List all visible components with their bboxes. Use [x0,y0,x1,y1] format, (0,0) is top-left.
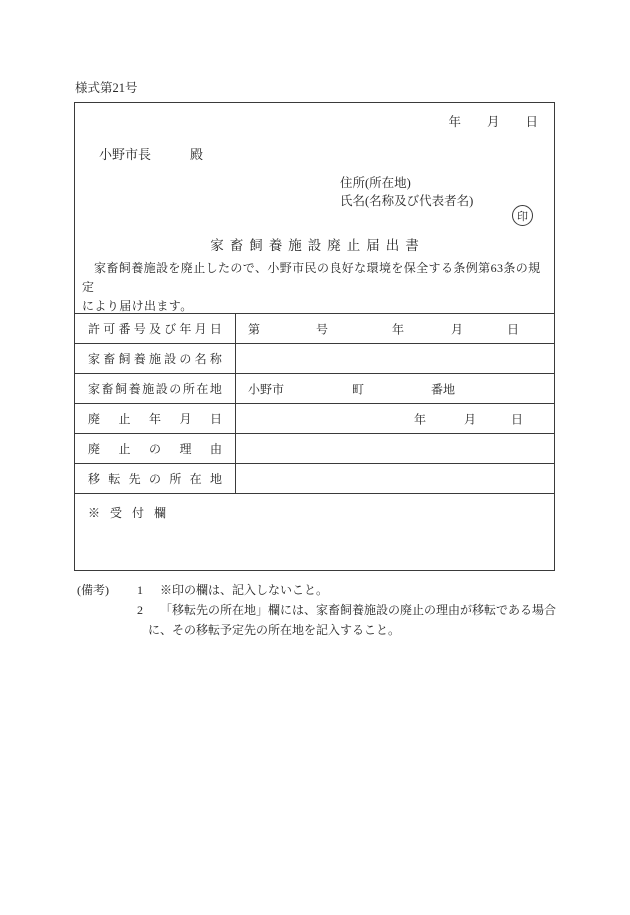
row-value-cell [236,404,554,433]
row-label-cell [75,314,236,343]
abolition-year-label: 年 [414,412,427,426]
addressee-name: 小野市長 [99,147,152,162]
location-lot-label: 番地 [431,382,456,396]
row-label: 許 可 番 号 及 び 年 月 日 [88,322,222,336]
row-label-cell [75,374,236,403]
body-line: により届け出ます。 [82,299,193,313]
table-row-reception [75,494,554,571]
addressee-honorific: 殿 [190,147,204,162]
remark-line: ※印の欄は、記入しないこと。 [160,583,329,597]
form-number: 様式第21号 [75,81,138,95]
abolition-day-label: 日 [511,412,524,426]
form-title: 家畜飼養施設廃止届出書 [210,238,425,253]
body-line: 家畜飼養施設を廃止したので、小野市民の良好な環境を保全する条例第63条の規定 [82,261,541,294]
permit-day-label: 日 [507,322,520,336]
table-row-relocation-address [75,464,554,494]
applicant-name-label: 氏名(名称及び代表者名) [340,193,474,208]
remark-line: 「移転先の所在地」欄には、家畜飼養施設の廃止の理由が移転である場合 [160,603,557,617]
submission-date-line [448,112,538,130]
remarks-heading: (備考) [77,583,109,597]
remark-number: 1 [137,583,143,597]
form-body-paragraph [82,259,548,316]
remarks-section [77,580,567,640]
table-row-abolition-date [75,404,554,434]
date-year-label: 年 [448,115,461,129]
row-value-cell [236,374,554,403]
form-border-box [74,102,555,571]
table-row-facility-name [75,344,554,374]
abolition-month-label: 月 [464,412,477,426]
remark-text [148,600,567,640]
row-value-cell [236,344,554,373]
date-month-label: 月 [486,115,500,129]
addressee-line [99,144,203,163]
row-value-cell [236,464,554,493]
row-label: 移 転 先 の 所 在 地 [88,472,222,486]
date-day-label: 日 [525,115,538,129]
permit-no-suffix: 号 [316,322,329,336]
row-label-cell [75,464,236,493]
location-city-label: 小野市 [248,382,285,396]
row-label: 廃 止 年 月 日 [88,412,222,426]
row-label-cell [75,344,236,373]
row-label: 家 畜 飼 養 施 設 の 名 称 [88,352,222,366]
remark-number: 2 [137,603,143,617]
applicant-address-label: 住所(所在地) [340,176,411,190]
table-row-permit-number [75,314,554,344]
permit-month-label: 月 [451,322,464,336]
row-label: 家 畜 飼 養 施 設 の 所 在 地 [88,382,222,396]
seal-icon: 印 [512,205,533,226]
row-label-cell [75,434,236,463]
row-value-cell [236,434,554,463]
remark-line: に、その移転予定先の所在地を記入すること。 [148,623,401,637]
table-row-abolition-reason [75,434,554,464]
remark-item-2 [137,600,567,640]
row-label: 廃 止 の 理 由 [88,442,222,456]
remark-item-1 [137,580,567,600]
permit-no-prefix: 第 [248,322,261,336]
permit-year-label: 年 [392,322,405,336]
row-label-cell [75,404,236,433]
table-row-facility-location [75,374,554,404]
form-table [75,313,554,570]
applicant-block [340,175,473,210]
remark-text [160,580,567,600]
location-town-label: 町 [352,382,365,396]
reception-column-label: ※受付欄 [88,506,177,520]
row-value-cell [236,314,554,343]
